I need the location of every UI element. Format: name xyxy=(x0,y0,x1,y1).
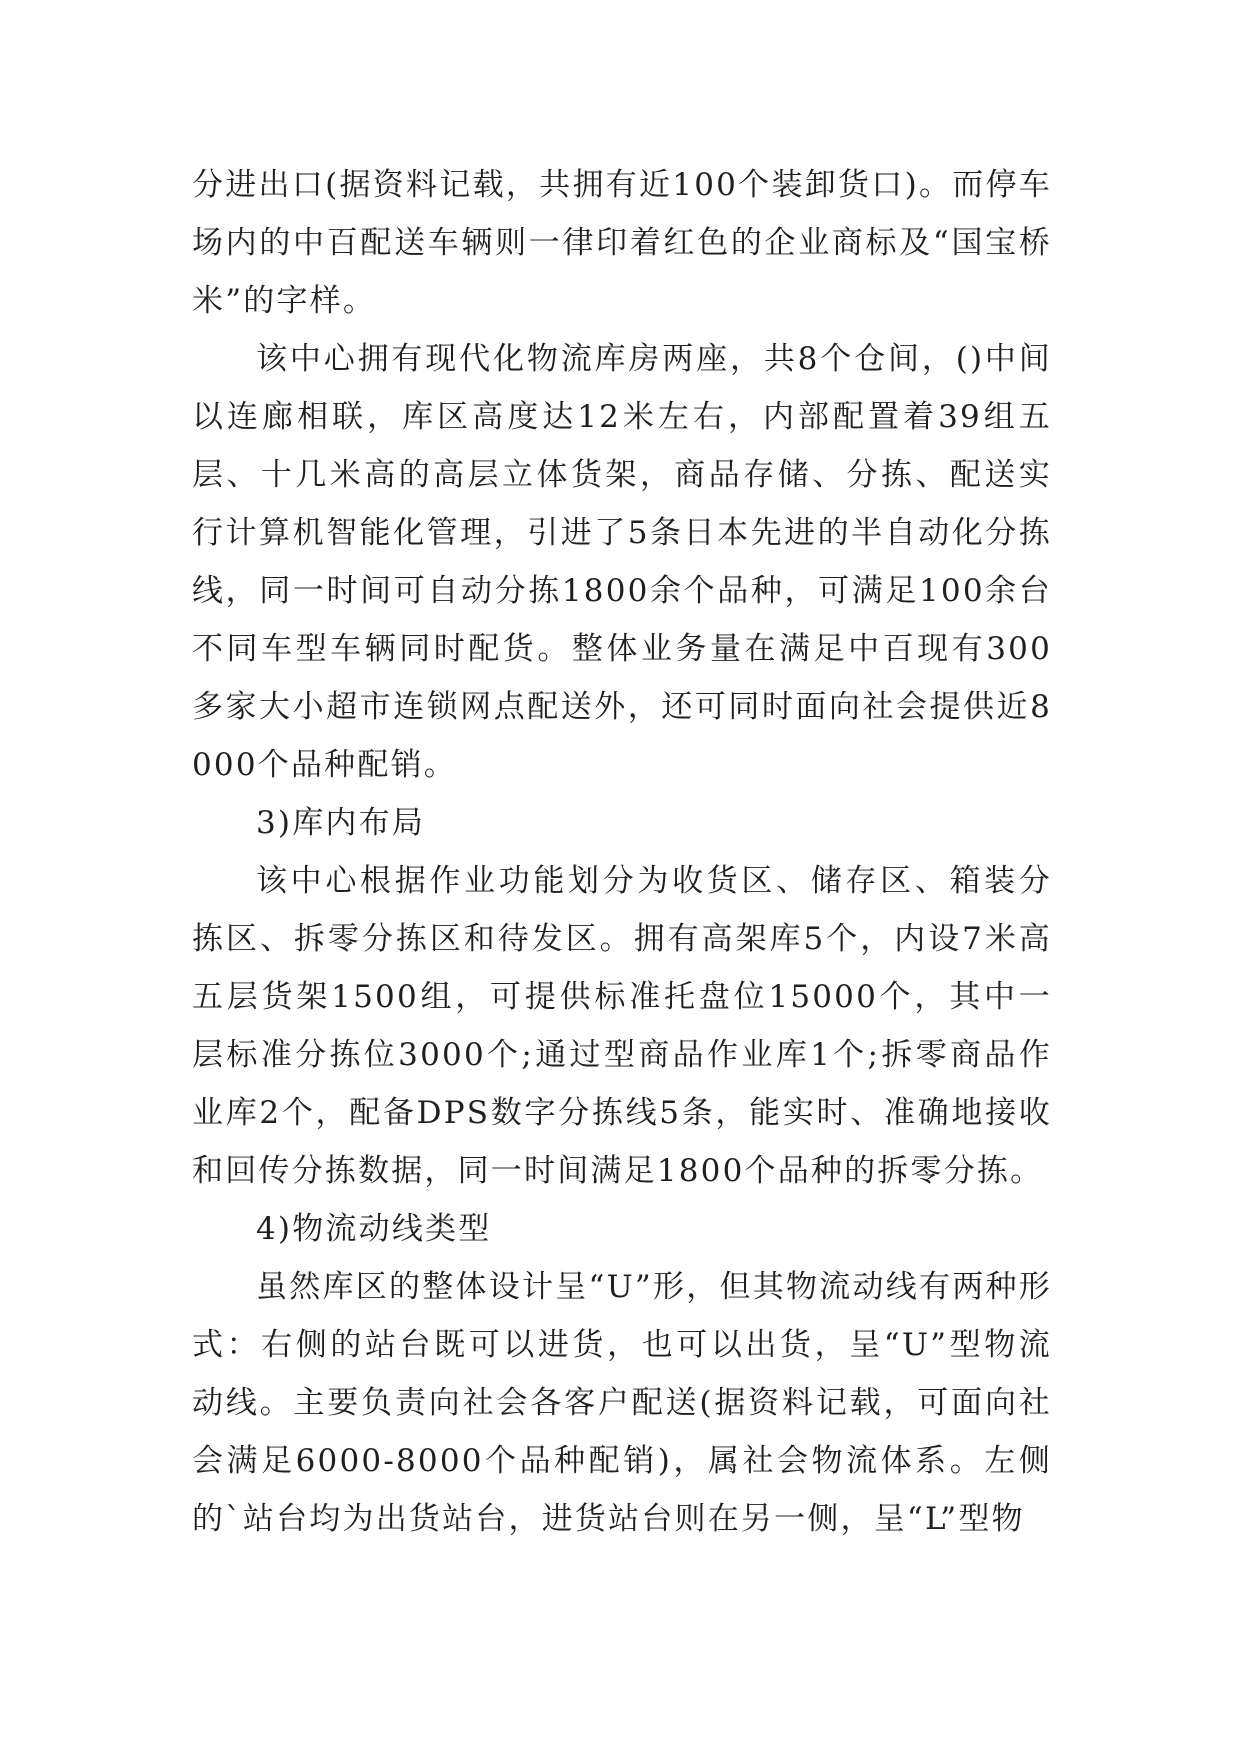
paragraph-warehouse-facilities: 该中心拥有现代化物流库房两座，共8个仓间，()中间以连廊相联，库区高度达12米左右，内部配置着39组五层、十几米高的高层立体货架，商品存储、分拣、配送实行计算机智能化管理，引进了5条日本先进的半自动化分拣线，同一时间可自动分拣1800余个品种，可满足100余台不同车型车辆同时配货。整体业务量在满足中百现有300多家大小超市连锁网点配送外，还可同时面向社会提供近8000个品种配销。 xyxy=(192,341,1052,783)
paragraph-warehouse-layout: 该中心根据作业功能划分为收货区、储存区、箱装分拣区、拆零分拣区和待发区。拥有高架库5个，内设7米高五层货架1500组，可提供标准托盘位15000个，其中一层标准分拣位3000个;通过型商品作业库1个;拆零商品作业库2个，配备DPS数字分拣线5条，能实时、准确地接收和回传分拣数据，同一时间满足1800个品种的拆零分拣。 xyxy=(192,863,1052,1189)
section-heading-flow-type: 4)物流动线类型 xyxy=(256,1211,492,1247)
paragraph-intro: 分进出口(据资料记载，共拥有近100个装卸货口)。而停车场内的中百配送车辆则一律印着红色的企业商标及“国宝桥米”的字样。 xyxy=(192,167,1052,319)
document-body xyxy=(192,156,1052,1548)
section-heading-layout: 3)库内布局 xyxy=(256,805,426,841)
paragraph-flow-type: 虽然库区的整体设计呈“U”形，但其物流动线有两种形式：右侧的站台既可以进货，也可以出货，呈“U”型物流动线。主要负责向社会各客户配送(据资料记载，可面向社会满足6000-8000个品种配销)，属社会物流体系。左侧的`站台均为出货站台，进货站台则在另一侧，呈“L”型物 xyxy=(192,1269,1052,1537)
